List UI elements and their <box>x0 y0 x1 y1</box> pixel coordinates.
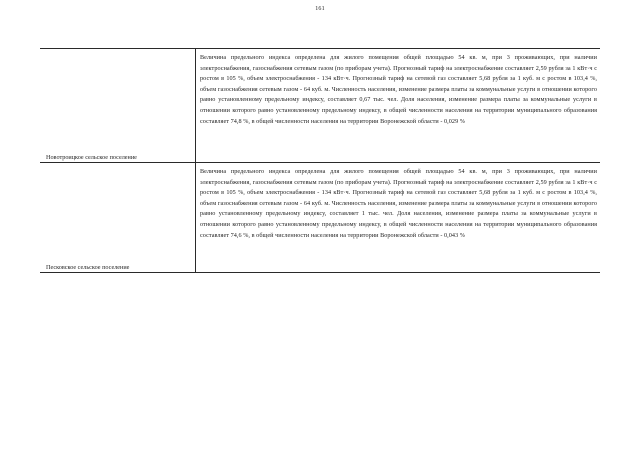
index-description-cell: Величина предельного индекса определена для жилого помещения общей площадью 54 кв. м, при 3 проживающих, при наличии электроснабжения, газоснабжения сетевым газом (по приборам учета). Прогнозный тариф на электроснабжение составляет 2,59 рубля за 1 кВт·ч с ростом в 105 %, объем электроснабжения - 134 кВт·ч. Прогнозный тариф на сетевой газ составляет 5,68 рубля за 1 куб. м с ростом в 103,4 %, объем газоснабжения сетевым газом - 64 куб. м. Численность населения, изменение размера платы за коммунальные услуги в отношении которого равно установленному предельному индексу, составляет 0,67 тыс. чел. Доля населения, изменение размера платы за коммунальные услуги в отношении которого равно установленному предельному индексу, в общей численности населения на территории муниципального образования составляет 74,8 %, в общей численности населения на территории Воронежской области - 0,029 % <box>200 54 597 125</box>
settlement-name-cell <box>40 163 196 272</box>
settlement-name-cell <box>40 49 196 162</box>
index-description-cell: Величина предельного индекса определена для жилого помещения общей площадью 54 кв. м, при 3 проживающих, при наличии электроснабжения, газоснабжения сетевым газом (по приборам учета). Прогнозный тариф на электроснабжение составляет 2,59 рубля за 1 кВт·ч с ростом в 105 %, объем электроснабжения - 134 кВт·ч. Прогнозный тариф на сетевой газ составляет 5,68 рубля за 1 куб. м с ростом в 103,4 %, объем газоснабжения сетевым газом - 64 куб. м. Численность населения, изменение размера платы за коммунальные услуги в отношении которого равно установленному предельному индексу, составляет 1 тыс. чел. Доля населения, изменение размера платы за коммунальные услуги в отношении которого равно установленному предельному индексу, в общей численности населения на территории муниципального образования составляет 74,6 %, в общей численности населения на территории Воронежской области - 0,043 % <box>200 168 597 239</box>
table-row <box>40 49 600 163</box>
settlement-name: Песковское сельское поселение <box>46 264 130 271</box>
municipality-table <box>40 48 600 273</box>
table-row <box>40 163 600 273</box>
page-number: 161 <box>315 6 325 12</box>
settlement-name: Новотроицкое сельское поселение <box>46 154 137 161</box>
